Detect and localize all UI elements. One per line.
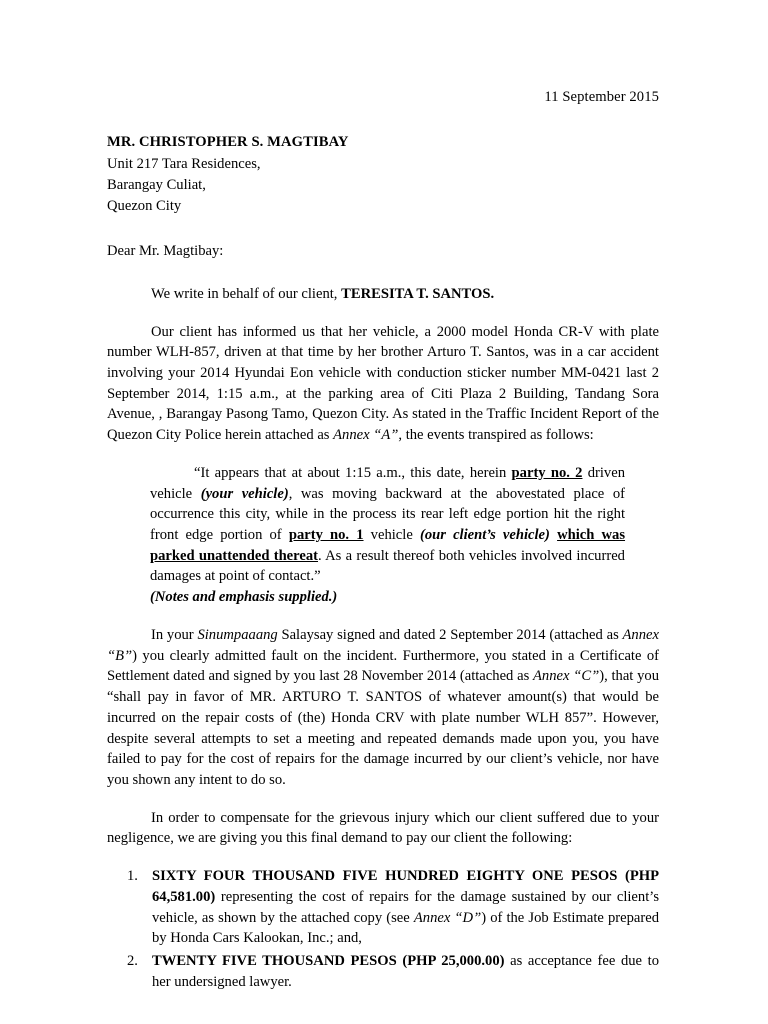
notes-emphasis-supplied: (Notes and emphasis supplied.)	[150, 589, 338, 606]
admission-text-part-1: In your	[151, 626, 198, 643]
your-vehicle-note: (your vehicle)	[200, 485, 289, 502]
annex-d-reference: Annex “D”	[413, 909, 482, 926]
facts-text-part-2: , the events transpired as follows:	[398, 427, 594, 444]
client-name: TERESITA T. SANTOS.	[341, 285, 495, 302]
admission-text-part-2: Salaysay signed and dated 2 September 2014 (attached as	[277, 626, 623, 643]
addressee-address-line-2: Barangay Culiat,	[107, 176, 206, 193]
letter-date: 11 September 2015	[544, 89, 659, 105]
party-no-2-emphasis: party no. 2	[511, 464, 583, 481]
quote-sentence-1: “It appears that at about 1:15 a.m., this date, herein	[194, 464, 512, 481]
sinumpaang-term: Sinumpaaang	[197, 626, 278, 643]
facts-paragraph	[107, 322, 659, 446]
addressee-address-line-1: Unit 217 Tara Residences,	[107, 155, 261, 172]
quote-spacer	[550, 527, 557, 543]
intro-lead-text: We write in behalf of our client,	[151, 285, 342, 302]
list-item	[107, 866, 659, 949]
demand-text-1b: ) of the Job Estimate prepared by Honda Cars Kalookan, Inc.; and,	[152, 909, 660, 947]
facts-text-part-1: Our client has informed us that her vehicle, a 2000 model Honda CR-V with plate number WLH-857, driven at that time by her brother Arturo T. Santos, was in a car accident involving your 2014 Hyundai Eon vehicle with conduction sticker number MM-0421 last 2 September 2014, 1:15 a.m., at the parking area of Citi Plaza 2 Building, Tandang Sora Avenue, , Barangay Pasong Tamo, Quezon City. As stated in the Traffic Incident Report of the Quezon City Police herein attached as	[107, 323, 659, 444]
quote-sentence-2: driven vehicle	[150, 464, 626, 502]
party-no-1-emphasis: party no. 1	[288, 527, 364, 544]
addressee-block	[107, 132, 659, 217]
quote-text	[150, 463, 625, 587]
annex-b-reference: Annex “B”	[107, 626, 659, 664]
quote-sentence-4: vehicle	[363, 527, 420, 544]
demand-text-1a: representing the cost of repairs for the damage sustained by our client’s vehicle, as shown by the attached copy (see	[152, 888, 659, 926]
parked-unattended-emphasis: which was parked unattended thereat	[150, 527, 626, 564]
salutation: Dear Mr. Magtibay:	[107, 243, 224, 260]
letter-body	[107, 88, 659, 994]
annex-a-reference: Annex “A”	[333, 427, 399, 444]
demand-list	[107, 866, 659, 992]
admission-text-part-4: ), that you “shall pay in favor of MR. ARTURO T. SANTOS of whatever amount(s) that would be incurred on the repair costs of (the) Honda CRV with plate number WLH 857”. However, despite several attempts to set a meeting and repeated demands made upon you, you have failed to pay for the cost of repairs for the damage incurred by our client’s vehicle, nor have you shown any intent to do so.	[107, 668, 659, 788]
demand-intro-paragraph: In order to compensate for the grievous injury which our client suffered due to your negligence, we are giving you this final demand to pay our client the following:	[107, 809, 659, 847]
list-item	[107, 951, 659, 992]
addressee-address-line-3: Quezon City	[107, 198, 182, 215]
quote-sentence-3: , was moving backward at the abovestated place of occurrence this city, while in the process its rear left edge portion hit the right front edge portion of	[150, 485, 625, 544]
quote-notes-line	[150, 587, 625, 608]
demand-amount-1: SIXTY FOUR THOUSAND FIVE HUNDRED EIGHTY ONE PESOS (PHP 64,581.00)	[152, 868, 659, 905]
intro-paragraph	[107, 284, 659, 305]
admission-text-part-3: ) you clearly admitted fault on the incident. Furthermore, you stated in a Certificate of Settlement dated and signed by you last 28 November 2014 (attached as	[107, 647, 659, 685]
admission-paragraph	[107, 625, 659, 791]
addressee-name: MR. CHRISTOPHER S. MAGTIBAY	[107, 134, 349, 151]
police-report-quote	[150, 463, 625, 608]
client-vehicle-note: (our client’s vehicle)	[419, 527, 550, 544]
demand-text-2a: as acceptance fee due to her undersigned lawyer.	[152, 952, 659, 990]
quote-sentence-6: . As a result thereof both vehicles involved incurred damages at point of contact.”	[150, 547, 625, 585]
annex-c-reference: Annex “C”	[533, 668, 600, 685]
demand-amount-2: TWENTY FIVE THOUSAND PESOS (PHP 25,000.00)	[152, 952, 505, 969]
